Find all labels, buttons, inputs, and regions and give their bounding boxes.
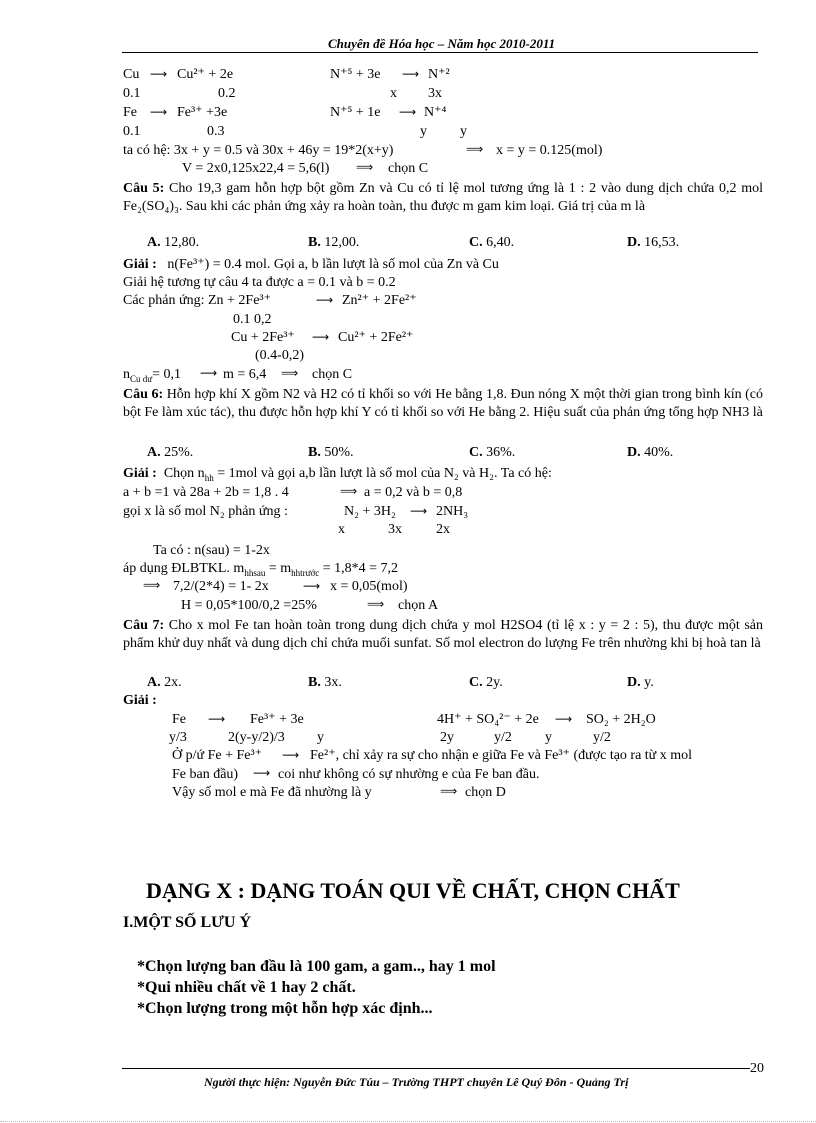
text: 0.1 [123,86,141,101]
text: N⁺⁴ [424,105,447,120]
question-body: Cho 19,3 gam hỗn hợp bột gồm Zn và Cu có tỉ lệ mol tương ứng là 1 : 2 vào dung dịch chứa 0,2 mol Fe₂(SO₄)₃. Sau khi các phản ứng xảy ra hoàn toàn, thu được m gam kim loại. Giá trị của m là [123,181,764,214]
arrow-icon: ⟶ [312,330,330,344]
solution-line: y/3 [169,730,187,745]
arrow-icon: ⟶ [200,366,218,380]
text: V = 2x0,125x22,4 = 5,6(l) [182,161,330,176]
question-label: Câu 6: [123,387,164,402]
question-text [123,386,763,422]
implies-icon: ⟹ [143,578,161,592]
text: N⁺⁵ + 1e [330,105,381,120]
solution-line: áp dụng ĐLBTKL. $m_{hhsau} = m_{hhtrước} = 1,8*4 = 7,2$ [123,561,399,578]
implies-icon: ⟹ [356,160,374,174]
solution-line: Ta có : n(sau) = 1-2x [153,543,270,558]
text: Cu²⁺ + 2e [177,67,234,82]
page-number: 20 [750,1061,764,1076]
text: Fe³⁺ +3e [177,105,228,120]
solution-line: m = 6,4 [223,367,267,382]
question-text [123,617,763,653]
implies-icon: ⟹ [367,597,385,611]
solution-line: Cu + 2Fe³⁺ [231,330,295,345]
text: ta có hệ: 3x + y = 0.5 và 30x + 46y = 19*2(x+y) [123,143,394,158]
option-b: B. 12,00. [308,235,360,250]
option-d: D. 16,53. [627,235,680,250]
solution-line: (0.4-0,2) [255,348,304,363]
arrow-icon: ⟶ [282,748,300,762]
solution-line: y [545,730,552,745]
solution-line: Vậy số mol e mà Fe đã nhường là y [172,785,372,800]
footer-author: Người thực hiện: Nguyễn Đức Túu – Trường THPT chuyên Lê Quý Đôn - Quảng Trị [204,1075,629,1089]
solution-line: Giải hệ tương tự câu 4 ta được a = 0.1 và b = 0.2 [123,275,396,290]
arrow-icon: ⟶ [150,105,168,119]
solution-line: Cu²⁺ + 2Fe²⁺ [338,330,414,345]
text: 0.3 [207,124,225,139]
solution-line: 3x [388,522,402,537]
question-text [123,180,763,216]
section-subtitle: I.MỘT SỐ LƯU Ý [123,914,252,931]
arrow-icon: ⟶ [555,712,573,726]
solution-line: y [317,730,324,745]
text: N⁺⁵ + 3e [330,67,381,82]
solution-line: x [338,522,345,537]
solution-line: y/2 [593,730,611,745]
question-label: Câu 5: [123,181,165,196]
solution-line: a + b =1 và 28a + 2b = 1,8 . 4 [123,485,289,500]
tip-item: *Chọn lượng trong một hỗn hợp xác định... [137,1000,433,1017]
arrow-icon: ⟶ [303,579,321,593]
implies-icon: ⟹ [440,784,458,798]
question-body: Cho x mol Fe tan hoàn toàn trong dung dịch chứa y mol H2SO4 (tỉ lệ x : y = 2 : 5), thu được một sản phẩm khử duy nhất và dung dịch chỉ chứa muối sunfat. Số mol electron do lượng Fe trên nhường khi bị hoà tan là [123,618,763,651]
solution-line: x = 0,05(mol) [330,579,408,594]
option-d: D. 40%. [627,445,674,460]
page-bottom-divider [0,1121,816,1122]
solution-line: $n_{Cu dư}= 0,1$ [123,367,182,384]
solution-line: y/2 [494,730,512,745]
section-title: DẠNG X : DẠNG TOÁN QUI VỀ CHẤT, CHỌN CHẤT [146,878,680,903]
arrow-icon: ⟶ [402,67,420,81]
solution-label: Giải : [123,693,157,708]
solution-line: 2NH₃ [436,504,469,519]
solution-line: chọn A [398,598,439,613]
text: 0.2 [218,86,236,101]
solution-line: Giải : Chọn $n_{hh} = 1mol$ và gọi a,b lần lượt là số mol của N₂ và H₂. Ta có hệ: [123,466,552,483]
solution-line: 2(y-y/2)/3 [228,730,285,745]
solution-line: H = 0,05*100/0,2 =25% [181,598,317,613]
option-d: D. y. [627,675,654,690]
solution-line: Fe³⁺ + 3e [250,712,304,727]
solution-line: Fe²⁺, chỉ xảy ra sự cho nhận e giữa Fe và Fe³⁺ (được tạo ra từ x mol [310,748,693,763]
solution-line: chọn C [312,367,353,382]
option-b: B. 3x. [308,675,342,690]
option-a: A. 25%. [147,445,194,460]
text: N⁺² [428,67,450,82]
arrow-icon: ⟶ [208,712,226,726]
solution-line: SO₂ + 2H₂O [586,712,656,727]
implies-icon: ⟹ [466,142,484,156]
text: Cu [123,67,140,82]
question-label: Câu 7: [123,618,165,633]
question-body: Hỗn hợp khí X gồm N2 và H2 có tỉ khối so với He bằng 1,8. Đun nóng X một thời gian trong bình kín (có bột Fe làm xúc tác), thu được hỗn hợp khí Y có tỉ khối so với He bằng 2. Hiệu suất của phản ứng tổng hợp NH3 là [123,387,764,420]
solution-line: N₂ + 3H₂ [344,504,396,519]
page-header: Chuyên đề Hóa học – Năm học 2010-2011 [328,36,556,51]
arrow-icon: ⟶ [316,293,334,307]
arrow-icon: ⟶ [399,105,417,119]
text: x = y = 0.125(mol) [496,143,603,158]
text: 0.1 [123,124,141,139]
option-c: C. 36%. [469,445,516,460]
tip-item: *Qui nhiều chất về 1 hay 2 chất. [137,979,356,996]
solution-line: a = 0,2 và b = 0,8 [364,485,463,500]
implies-icon: ⟹ [281,366,299,380]
solution-line: gọi x là số mol N₂ phản ứng : [123,504,288,519]
arrow-icon: ⟶ [253,766,271,780]
text: y [420,124,427,139]
tip-item: *Chọn lượng ban đầu là 100 gam, a gam.., hay 1 mol [137,958,496,975]
text: x [390,86,397,101]
solution-line: chọn D [465,785,506,800]
solution-line: Fe ban đầu) [172,767,239,782]
header-rule [122,52,758,53]
option-a: A. 2x. [147,675,182,690]
option-c: C. 6,40. [469,235,515,250]
option-c: C. 2y. [469,675,503,690]
solution-line: Các phản ứng: Zn + 2Fe³⁺ [123,293,271,308]
option-b: B. 50%. [308,445,354,460]
text: Fe [123,105,137,120]
solution-line: 2x [436,522,450,537]
option-a: A. 12,80. [147,235,200,250]
implies-icon: ⟹ [340,484,358,498]
solution-line: coi như không có sự nhường e của Fe ban đầu. [278,767,540,782]
solution-line: Ở p/ứ Fe + Fe³⁺ [172,748,263,763]
text: 3x [428,86,442,101]
text: chọn C [388,161,429,176]
solution-line: Giải : n(Fe³⁺) = 0.4 mol. Gọi a, b lần lượt là số mol của Zn và Cu [123,257,499,272]
arrow-icon: ⟶ [150,67,168,81]
arrow-icon: ⟶ [410,504,428,518]
solution-line: 0.1 0,2 [233,312,272,327]
text: y [460,124,467,139]
footer-rule [122,1068,750,1069]
solution-line: 4H⁺ + SO₄²⁻ + 2e [437,712,539,727]
solution-line: 7,2/(2*4) = 1- 2x [173,579,269,594]
solution-line: Fe [172,712,186,727]
solution-line: Zn²⁺ + 2Fe²⁺ [342,293,417,308]
solution-line: 2y [440,730,454,745]
